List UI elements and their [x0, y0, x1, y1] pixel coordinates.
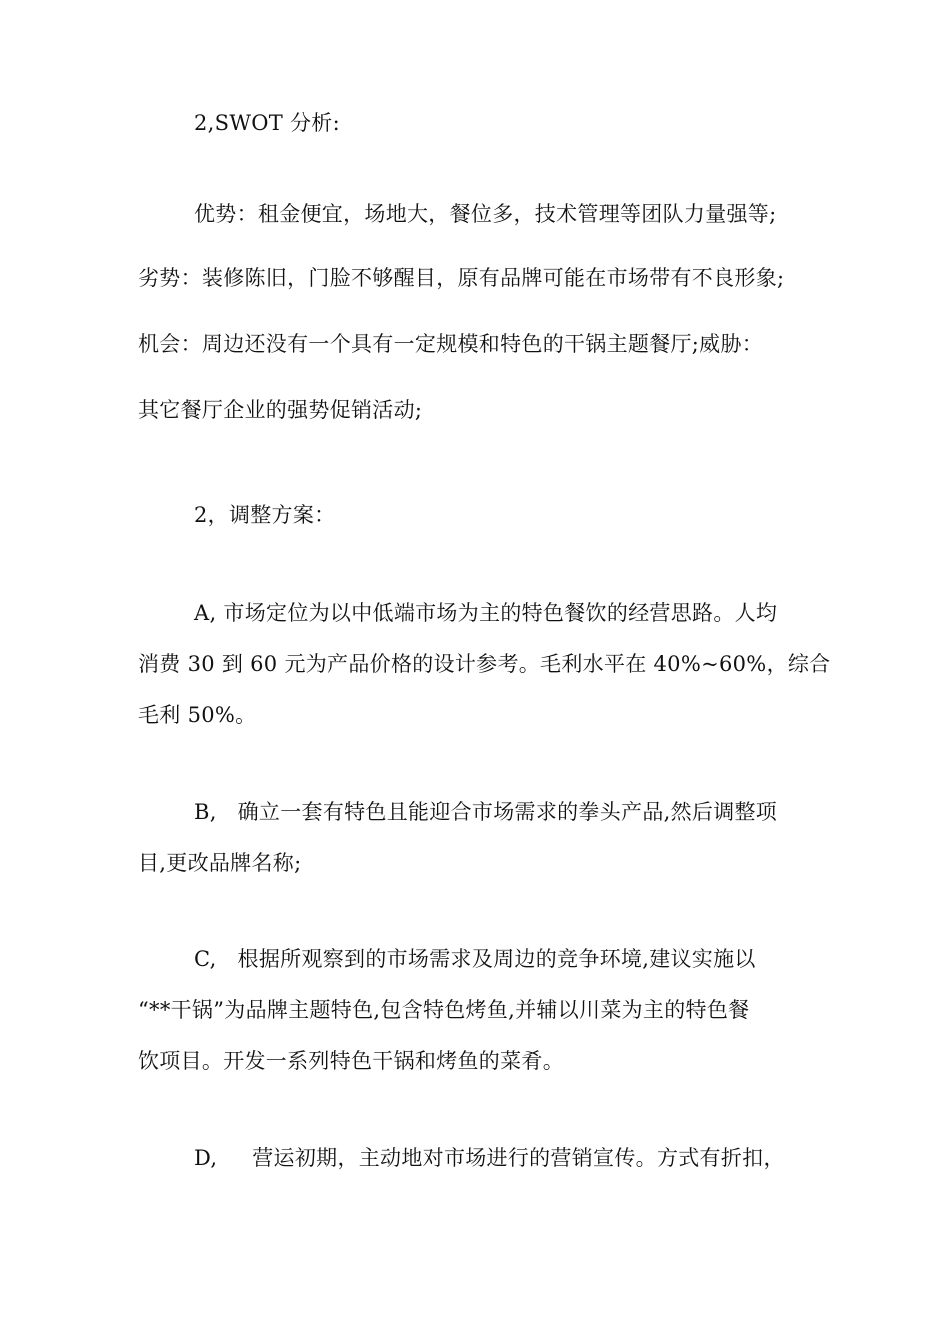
- swot-opportunities-line: 机会：周边还没有一个具有一定规模和特色的干锅主题餐厅;威胁：: [138, 332, 764, 356]
- item-a-line-1: A, 市场定位为以中低端市场为主的特色餐饮的经营思路。人均: [194, 601, 778, 625]
- item-a-line-2: 消费 30 到 60 元为产品价格的设计参考。毛利水平在 40%~60%，综合: [138, 652, 831, 676]
- swot-strengths-line: 优势：租金便宜，场地大，餐位多，技术管理等团队力量强等;: [194, 202, 777, 226]
- item-d-line-1: D, 营运初期，主动地对市场进行的营销宣传。方式有折扣，: [194, 1146, 785, 1170]
- item-a-line-3: 毛利 50%。: [138, 703, 257, 727]
- plan-heading: 2，调整方案：: [194, 503, 336, 527]
- swot-heading: 2,SWOT 分析:: [194, 111, 340, 135]
- item-b-line-1: B, 确立一套有特色且能迎合市场需求的拳头产品,然后调整项: [194, 800, 778, 824]
- swot-weaknesses-line: 劣势：装修陈旧，门脸不够醒目，原有品牌可能在市场带有不良形象;: [138, 266, 785, 290]
- item-c-line-3: 饮项目。开发一系列特色干锅和烤鱼的菜肴。: [138, 1049, 564, 1073]
- item-b-line-2: 目,更改品牌名称;: [138, 851, 302, 875]
- item-c-line-1: C, 根据所观察到的市场需求及周边的竞争环境,建议实施以: [194, 947, 756, 971]
- item-c-line-2: “**干锅”为品牌主题特色,包含特色烤鱼,并辅以川菜为主的特色餐: [138, 998, 750, 1022]
- swot-threats-line: 其它餐厅企业的强势促销活动;: [138, 398, 423, 422]
